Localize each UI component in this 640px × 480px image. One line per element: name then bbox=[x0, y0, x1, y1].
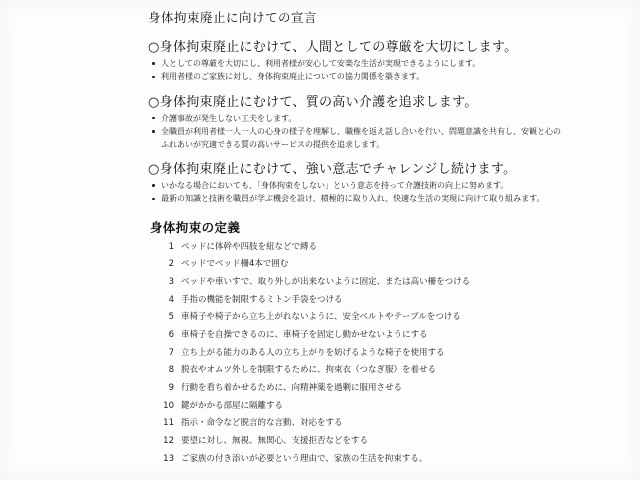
bullet-text: 全職員が利用者様一人一人の心身の様子を理解し、職権を返え話し合いを行い、問題意識を共有し、安観と心のふれあいが究適できる質の高いサービスの提供を追求します。 bbox=[161, 127, 561, 149]
list-item bbox=[148, 312, 568, 323]
item-text: ベッドに体幹や四肢を紐などで縛る bbox=[181, 241, 318, 252]
list-item bbox=[148, 71, 568, 83]
declaration-heading bbox=[148, 36, 568, 55]
declaration-item bbox=[148, 91, 568, 151]
item-number: 11 bbox=[163, 418, 174, 429]
declaration-heading bbox=[148, 158, 568, 177]
bullet-text: 最新の知識と技術を職員が学ぶ機会を設け、積極的に取り入れ、快適な生活の実現に向けて取り組みます。 bbox=[161, 194, 545, 204]
item-text: 立ち上がる能力のある人の立ち上がりを妨げるような椅子を使用する bbox=[181, 347, 445, 358]
declaration-item bbox=[148, 36, 568, 84]
bullet-text: 介護事故が発生しない工夫をします。 bbox=[161, 113, 297, 123]
circle-marker-icon: ○ bbox=[148, 94, 160, 110]
item-number: 12 bbox=[163, 435, 174, 446]
declaration-heading-text: 身体拘束廃止にむけて、人間としての尊厳を大切にします。 bbox=[159, 40, 518, 55]
declaration-heading bbox=[148, 91, 568, 110]
list-item bbox=[148, 454, 568, 465]
item-number: 1 bbox=[168, 241, 174, 252]
bullet-dot-icon bbox=[152, 130, 155, 133]
item-number: 7 bbox=[168, 347, 174, 358]
item-text: 脱衣やオムツ外しを制限するために、拘束衣（つなぎ服）を着せる bbox=[181, 365, 437, 376]
declaration-bullet-list bbox=[148, 113, 568, 151]
definition-list bbox=[148, 242, 568, 465]
list-item bbox=[148, 401, 568, 412]
bullet-dot-icon bbox=[152, 76, 155, 79]
item-number: 6 bbox=[168, 330, 174, 341]
item-text: ご家族の付き添いが必要という理由で、家族の生活を拘束する。 bbox=[181, 453, 428, 464]
item-text: 要望に対し、無視、無関心、支援拒否などをする bbox=[181, 435, 369, 446]
list-item bbox=[148, 277, 568, 288]
declaration-heading-text: 身体拘束廃止にむけて、強い意志でチャレンジし続けます。 bbox=[159, 161, 517, 177]
list-item bbox=[148, 295, 568, 306]
list-item bbox=[148, 330, 568, 341]
item-number: 13 bbox=[163, 453, 174, 464]
item-text: 車椅子を自操できるのに、車椅子を固定し動かせないようにする bbox=[181, 330, 428, 341]
item-number: 2 bbox=[168, 259, 174, 270]
document-body bbox=[148, 8, 568, 474]
list-item bbox=[148, 126, 568, 151]
bullet-dot-icon bbox=[152, 184, 155, 187]
item-text: 手指の機能を制限するミトン手袋をつける bbox=[181, 294, 343, 305]
item-number: 9 bbox=[168, 382, 174, 393]
item-text: 指示・命令など脱言的な言動、対応をする bbox=[181, 418, 343, 429]
circle-marker-icon: ○ bbox=[148, 161, 160, 177]
list-item bbox=[148, 259, 568, 270]
list-item bbox=[148, 365, 568, 376]
item-number: 3 bbox=[168, 277, 174, 288]
item-number: 8 bbox=[168, 365, 174, 376]
page-title: 身体拘束廃止に向けての宣言 bbox=[148, 10, 318, 25]
declaration-item bbox=[148, 158, 568, 206]
item-text: 鍵がかかる部屋に隔離する bbox=[181, 400, 284, 411]
item-text: ベッドでベッド柵4本で囲む bbox=[181, 259, 289, 270]
list-item bbox=[148, 242, 568, 253]
bullet-text: 利用者様のご家族に対し、身体拘束廃止についての協力関係を築きます。 bbox=[161, 72, 425, 82]
list-item bbox=[148, 383, 568, 394]
section-title: 身体拘束の定義 bbox=[150, 219, 241, 235]
item-text: 行動を看ち着かせるために、向精神薬を過剰に服用させる bbox=[181, 382, 403, 393]
item-text: ベッドや車いすで、取り外しが出来ないように固定、または高い柵をつける bbox=[181, 277, 471, 288]
item-number: 4 bbox=[168, 294, 174, 305]
bullet-text: 人としての尊厳を大切にし、利用者様が安心して安楽な生活が実現できるようにします。 bbox=[161, 59, 481, 68]
list-item bbox=[148, 418, 568, 429]
list-item bbox=[148, 193, 568, 205]
item-number: 10 bbox=[163, 400, 174, 411]
circle-marker-icon: ○ bbox=[148, 40, 160, 55]
item-text: 車椅子や椅子から立ち上がれないように、安全ベルトやテーブルをつける bbox=[181, 312, 461, 323]
list-item bbox=[148, 348, 568, 359]
list-item bbox=[148, 180, 568, 192]
declaration-bullet-list bbox=[148, 58, 568, 84]
declaration-bullet-list bbox=[148, 180, 568, 206]
bullet-dot-icon bbox=[152, 62, 155, 65]
list-item bbox=[148, 436, 568, 447]
list-item bbox=[148, 58, 568, 70]
item-number: 5 bbox=[168, 312, 174, 323]
list-item bbox=[148, 113, 568, 125]
bullet-dot-icon bbox=[152, 198, 155, 201]
declaration-heading-text: 身体拘束廃止にむけて、質の高い介護を追求します。 bbox=[159, 94, 478, 110]
bullet-text: いかなる場合においても、「身体拘束をしない」という意志を持って介護技術の向上に努めます。 bbox=[161, 180, 509, 190]
bullet-dot-icon bbox=[152, 117, 155, 120]
